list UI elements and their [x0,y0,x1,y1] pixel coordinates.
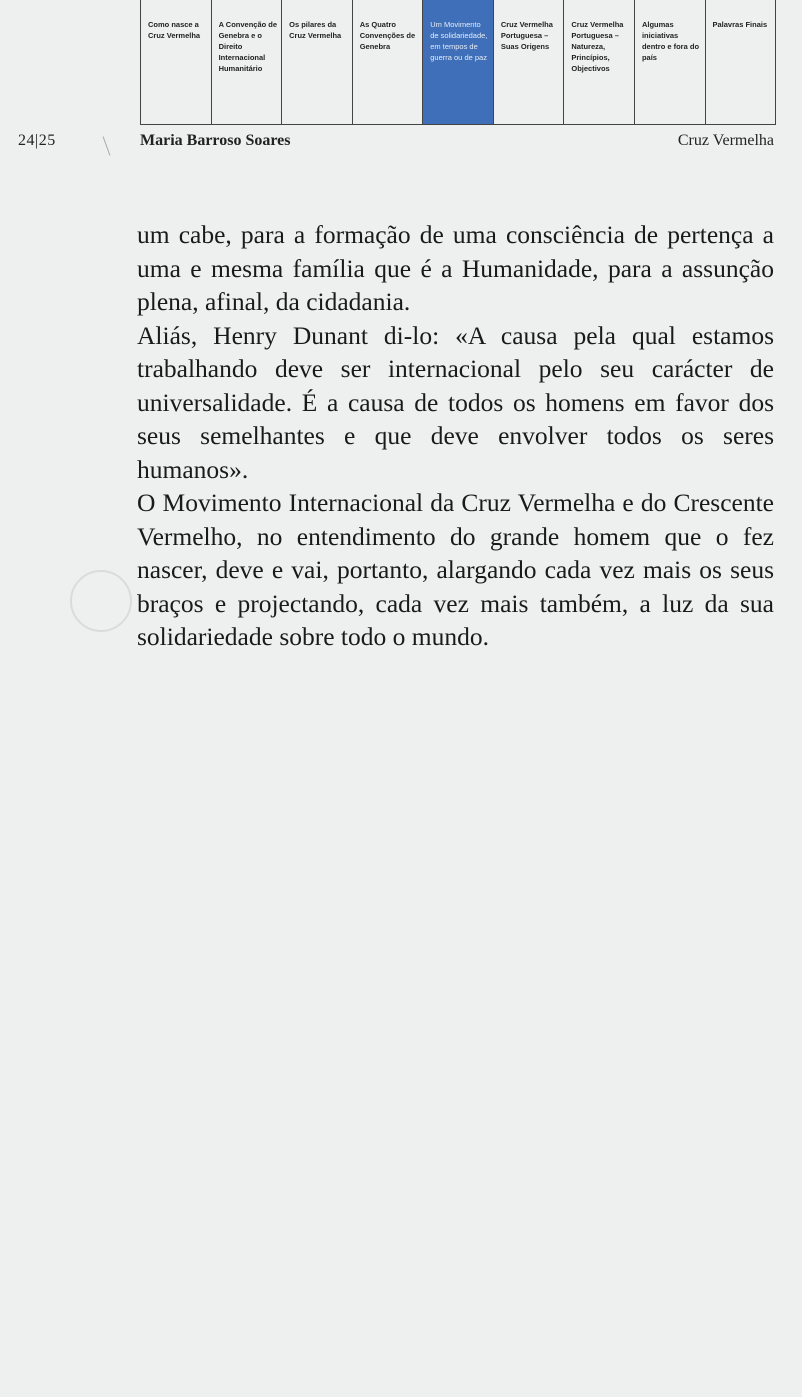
paragraph: um cabe, para a formação de uma consciência de pertença a uma e mesma família que é a Humanidade, para a assunção plena, afinal, da cidadania. [137,220,774,316]
nav-cell-pilares[interactable]: Os pilares da Cruz Vermelha [282,0,353,124]
chapter-navigation-table [140,0,776,125]
section-title: Cruz Vermelha [677,132,774,149]
body-text [137,218,774,654]
paragraph: Aliás, Henry Dunant di-lo: «A causa pela qual estamos trabalhando deve ser internacional pelo seu carácter de universalidade. É a causa de todos os homens em favor dos seus semelhantes e que deve envolver todos os seres humanos». [137,320,774,484]
nav-cell-palavras-finais[interactable]: Palavras Finais [706,0,777,124]
running-header [18,132,774,152]
nav-cell-cvp-natureza[interactable]: Cruz Vermelha Portuguesa – Natureza, Princípios, Objectivos [564,0,635,124]
nav-cell-como-nasce[interactable]: Como nasce a Cruz Vermelha [140,0,212,124]
bleed-through-chapter-number [70,570,132,632]
page-number: 24|25 [18,132,56,149]
author-name: Maria Barroso Soares [140,132,291,149]
nav-cell-quatro-convencoes[interactable]: As Quatro Convenções de Genebra [353,0,424,124]
nav-cell-movimento-solidariedade[interactable]: Um Movimento de solidariedade, em tempos de guerra ou de paz [423,0,494,124]
header-divider [103,136,111,155]
paragraph: O Movimento Internacional da Cruz Vermelha e do Crescente Vermelho, no entendimento do grande homem que o fez nascer, deve e vai, portanto, alargando cada vez mais os seus braços e projectando, cada vez mais também, a luz da sua solidariedade sobre todo o mundo. [137,488,774,651]
nav-cell-cvp-origens[interactable]: Cruz Vermelha Portuguesa – Suas Origens [494,0,565,124]
nav-cell-iniciativas[interactable]: Algumas iniciativas dentro e fora do país [635,0,706,124]
nav-cell-convencao-genebra[interactable]: A Convenção de Genebra e o Direito Internacional Humanitário [212,0,283,124]
